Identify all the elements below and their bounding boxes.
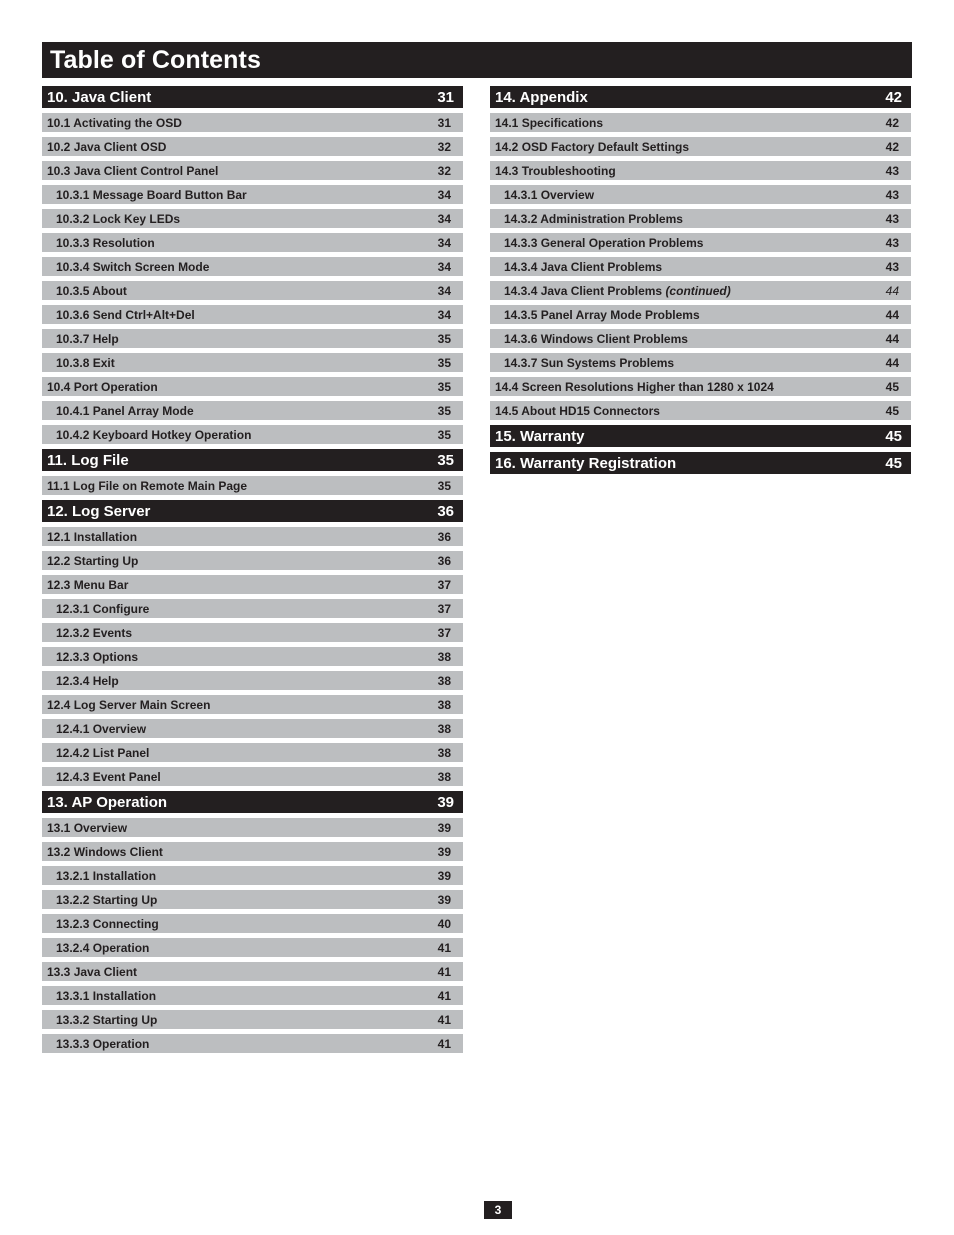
toc-entry-title: 13.3.1 Installation bbox=[56, 988, 157, 1003]
toc-entry-page-number: 39 bbox=[437, 844, 451, 859]
toc-entry-page-number: 35 bbox=[437, 427, 451, 442]
toc-entry-12-3-menu-bar[interactable] bbox=[42, 575, 463, 594]
toc-entry-11-1-log-file-on-remote-main-page[interactable] bbox=[42, 476, 463, 495]
toc-entry-label bbox=[56, 260, 209, 274]
toc-entry-page-number: 41 bbox=[437, 1036, 451, 1051]
toc-entry-title: 12.4.2 List Panel bbox=[56, 745, 150, 760]
toc-entry-title: 10.4.1 Panel Array Mode bbox=[56, 403, 194, 418]
toc-entry-label bbox=[47, 530, 137, 544]
toc-entry-page-number: 39 bbox=[437, 793, 454, 811]
toc-entry-title: 10.3.7 Help bbox=[56, 331, 119, 346]
toc-entry-12-3-4-help[interactable] bbox=[42, 671, 463, 690]
toc-entry-label bbox=[47, 794, 167, 811]
toc-entry-12-4-log-server-main-screen[interactable] bbox=[42, 695, 463, 714]
toc-entry-10-3-4-switch-screen-mode[interactable] bbox=[42, 257, 463, 276]
toc-entry-page-number: 34 bbox=[437, 259, 451, 274]
toc-entry-label bbox=[504, 308, 700, 322]
toc-entry-page-number: 35 bbox=[437, 331, 451, 346]
toc-entry-12-3-1-configure[interactable] bbox=[42, 599, 463, 618]
toc-entry-page-number: 41 bbox=[437, 988, 451, 1003]
toc-entry-page-number: 45 bbox=[885, 403, 899, 418]
toc-entry-label bbox=[56, 236, 155, 250]
toc-entry-label bbox=[56, 893, 157, 907]
page-title: Table of Contents bbox=[42, 42, 912, 78]
toc-entry-label bbox=[56, 332, 119, 346]
toc-entry-10-3-7-help[interactable] bbox=[42, 329, 463, 348]
toc-entry-label bbox=[495, 164, 616, 178]
toc-entry-page-number: 41 bbox=[437, 964, 451, 979]
toc-entry-label bbox=[47, 116, 182, 130]
toc-entry-10-3-6-send-ctrl-alt-del[interactable] bbox=[42, 305, 463, 324]
toc-entry-label bbox=[47, 452, 129, 469]
toc-entry-page-number: 31 bbox=[437, 88, 454, 106]
toc-entry-14-5-about-hd15-connectors[interactable] bbox=[490, 401, 911, 420]
toc-entry-title: 10.3 Java Client Control Panel bbox=[47, 163, 219, 178]
toc-entry-label bbox=[504, 188, 594, 202]
toc-entry-title: 14.3.4 Java Client Problems bbox=[504, 283, 663, 298]
toc-section-16-warranty-registration[interactable] bbox=[490, 452, 911, 474]
toc-entry-10-4-1-panel-array-mode[interactable] bbox=[42, 401, 463, 420]
toc-entry-page-number: 45 bbox=[885, 454, 902, 472]
toc-entry-title: 10.2 Java Client OSD bbox=[47, 139, 167, 154]
toc-entry-label bbox=[495, 140, 689, 154]
toc-section-13-ap-operation[interactable] bbox=[42, 791, 463, 813]
toc-entry-page-number: 44 bbox=[885, 307, 899, 322]
toc-entry-14-2-osd-factory-default-settings[interactable] bbox=[490, 137, 911, 156]
toc-entry-page-number: 34 bbox=[437, 307, 451, 322]
toc-entry-title: 15. Warranty bbox=[495, 427, 585, 445]
toc-entry-page-number: 32 bbox=[437, 139, 451, 154]
toc-entry-14-3-1-overview[interactable] bbox=[490, 185, 911, 204]
toc-entry-label bbox=[56, 650, 138, 664]
toc-section-14-appendix[interactable] bbox=[490, 86, 911, 108]
toc-entry-title: 13.2 Windows Client bbox=[47, 844, 163, 859]
toc-entry-page-number: 38 bbox=[437, 649, 451, 664]
toc-entry-10-4-port-operation[interactable] bbox=[42, 377, 463, 396]
toc-entry-title: 12.4 Log Server Main Screen bbox=[47, 697, 211, 712]
toc-entry-label bbox=[56, 626, 132, 640]
toc-entry-label bbox=[495, 116, 603, 130]
toc-entry-page-number: 40 bbox=[437, 916, 451, 931]
toc-entry-title: 10.3.8 Exit bbox=[56, 355, 115, 370]
toc-entry-page-number: 43 bbox=[885, 259, 899, 274]
toc-entry-page-number: 31 bbox=[437, 115, 451, 130]
toc-entry-label bbox=[56, 284, 127, 298]
toc-entry-label bbox=[47, 380, 158, 394]
toc-entry-12-2-starting-up[interactable] bbox=[42, 551, 463, 570]
toc-entry-page-number: 34 bbox=[437, 187, 451, 202]
toc-entry-label bbox=[47, 140, 166, 154]
toc-entry-14-4-screen-resolutions-higher-than-1280-x-1024[interactable] bbox=[490, 377, 911, 396]
toc-entry-title: 13.3.2 Starting Up bbox=[56, 1012, 158, 1027]
toc-entry-page-number: 34 bbox=[437, 283, 451, 298]
toc-entry-label bbox=[56, 674, 119, 688]
toc-entry-title: 14.2 OSD Factory Default Settings bbox=[495, 139, 690, 154]
toc-entry-label bbox=[504, 332, 688, 346]
toc-entry-title: 12.3.3 Options bbox=[56, 649, 139, 664]
toc-entry-page-number: 32 bbox=[437, 163, 451, 178]
toc-entry-title: 14.3.3 General Operation Problems bbox=[504, 235, 704, 250]
toc-entry-13-2-4-operation[interactable] bbox=[42, 938, 463, 957]
toc-entry-page-number: 41 bbox=[437, 940, 451, 955]
toc-entry-12-1-installation[interactable] bbox=[42, 527, 463, 546]
toc-section-12-log-server[interactable] bbox=[42, 500, 463, 522]
toc-entry-10-3-2-lock-key-leds[interactable] bbox=[42, 209, 463, 228]
toc-entry-12-4-1-overview[interactable] bbox=[42, 719, 463, 738]
toc-entry-label bbox=[47, 89, 151, 106]
toc-entry-label bbox=[47, 554, 138, 568]
toc-entry-title: 14.3.2 Administration Problems bbox=[504, 211, 683, 226]
toc-entry-14-3-2-administration-problems[interactable] bbox=[490, 209, 911, 228]
toc-entry-page-number: 43 bbox=[885, 211, 899, 226]
toc-entry-label bbox=[47, 503, 150, 520]
toc-section-11-log-file[interactable] bbox=[42, 449, 463, 471]
toc-entry-label bbox=[504, 212, 683, 226]
toc-entry-title: 10.4.2 Keyboard Hotkey Operation bbox=[56, 427, 252, 442]
toc-entry-title: 10.3.3 Resolution bbox=[56, 235, 155, 250]
toc-left-column bbox=[42, 86, 463, 1058]
toc-entry-14-3-4-java-client-problems[interactable] bbox=[490, 257, 911, 276]
toc-entry-label bbox=[495, 380, 774, 394]
toc-entry-title: 14.5 About HD15 Connectors bbox=[495, 403, 660, 418]
toc-entry-label bbox=[504, 356, 674, 370]
toc-entry-label bbox=[56, 212, 180, 226]
toc-entry-label bbox=[47, 479, 247, 493]
toc-entry-13-2-1-installation[interactable] bbox=[42, 866, 463, 885]
toc-entry-page-number: 34 bbox=[437, 235, 451, 250]
toc-entry-label bbox=[56, 770, 161, 784]
toc-entry-10-1-activating-the-osd[interactable] bbox=[42, 113, 463, 132]
toc-entry-label bbox=[495, 404, 660, 418]
toc-entry-page-number: 38 bbox=[437, 769, 451, 784]
toc-entry-page-number: 44 bbox=[885, 331, 899, 346]
toc-entry-10-3-java-client-control-panel[interactable] bbox=[42, 161, 463, 180]
toc-entry-title: 12.1 Installation bbox=[47, 529, 138, 544]
toc-section-15-warranty[interactable] bbox=[490, 425, 911, 447]
toc-entry-title: 10.1 Activating the OSD bbox=[47, 115, 182, 130]
toc-entry-title: 12.4.3 Event Panel bbox=[56, 769, 161, 784]
toc-entry-title: 10.3.2 Lock Key LEDs bbox=[56, 211, 181, 226]
toc-entry-page-number: 37 bbox=[437, 625, 451, 640]
toc-entry-10-2-java-client-osd[interactable] bbox=[42, 137, 463, 156]
toc-entry-title: 10.3.5 About bbox=[56, 283, 127, 298]
toc-entry-page-number: 44 bbox=[885, 283, 899, 298]
toc-entry-label bbox=[56, 869, 156, 883]
toc-entry-title: 14.3.5 Panel Array Mode Problems bbox=[504, 307, 700, 322]
toc-entry-title: 14.3.4 Java Client Problems bbox=[504, 259, 663, 274]
toc-entry-page-number: 36 bbox=[437, 529, 451, 544]
toc-entry-title: 12.3.4 Help bbox=[56, 673, 119, 688]
toc-entry-label bbox=[56, 746, 149, 760]
toc-entry-page-number: 36 bbox=[437, 502, 454, 520]
toc-entry-title: 13.3 Java Client bbox=[47, 964, 138, 979]
toc-entry-page-number: 43 bbox=[885, 235, 899, 250]
toc-entry-label bbox=[56, 941, 149, 955]
toc-entry-page-number: 38 bbox=[437, 745, 451, 760]
toc-entry-label bbox=[495, 89, 588, 106]
toc-entry-label bbox=[56, 1037, 149, 1051]
toc-entry-page-number: 37 bbox=[437, 601, 451, 616]
toc-entry-title: 13.2.1 Installation bbox=[56, 868, 157, 883]
toc-entry-title: 16. Warranty Registration bbox=[495, 454, 677, 472]
toc-entry-title: 12. Log Server bbox=[47, 502, 151, 520]
toc-entry-title: 13.2.3 Connecting bbox=[56, 916, 159, 931]
toc-entry-14-3-7-sun-systems-problems[interactable] bbox=[490, 353, 911, 372]
toc-entry-title: 13.2.4 Operation bbox=[56, 940, 150, 955]
toc-entry-title: 10.3.4 Switch Screen Mode bbox=[56, 259, 210, 274]
toc-entry-page-number: 35 bbox=[437, 451, 454, 469]
toc-entry-label bbox=[56, 428, 251, 442]
toc-entry-page-number: 35 bbox=[437, 355, 451, 370]
toc-entry-10-3-5-about[interactable] bbox=[42, 281, 463, 300]
toc-entry-page-number: 36 bbox=[437, 553, 451, 568]
toc-right-column bbox=[490, 86, 911, 479]
toc-entry-label bbox=[56, 989, 156, 1003]
toc-entry-title: 12.2 Starting Up bbox=[47, 553, 139, 568]
toc-entry-label bbox=[495, 428, 584, 445]
toc-entry-14-3-6-windows-client-problems[interactable] bbox=[490, 329, 911, 348]
toc-entry-title: 10.3.1 Message Board Button Bar bbox=[56, 187, 247, 202]
toc-entry-page-number: 38 bbox=[437, 721, 451, 736]
toc-entry-page-number: 38 bbox=[437, 673, 451, 688]
toc-entry-14-3-5-panel-array-mode-problems[interactable] bbox=[490, 305, 911, 324]
toc-entry-13-2-windows-client[interactable] bbox=[42, 842, 463, 861]
toc-entry-continued-note: (continued) bbox=[665, 283, 731, 298]
toc-entry-page-number: 42 bbox=[885, 115, 899, 130]
toc-entry-label bbox=[56, 188, 247, 202]
toc-entry-label bbox=[47, 578, 128, 592]
toc-entry-page-number: 45 bbox=[885, 427, 902, 445]
toc-entry-14-1-specifications[interactable] bbox=[490, 113, 911, 132]
toc-entry-12-3-2-events[interactable] bbox=[42, 623, 463, 642]
toc-entry-12-3-3-options[interactable] bbox=[42, 647, 463, 666]
toc-entry-13-3-2-starting-up[interactable] bbox=[42, 1010, 463, 1029]
page-number-badge: 3 bbox=[484, 1201, 512, 1219]
toc-entry-label bbox=[56, 722, 146, 736]
toc-entry-label bbox=[56, 917, 159, 931]
toc-entry-page-number: 42 bbox=[885, 88, 902, 106]
toc-entry-12-4-3-event-panel[interactable] bbox=[42, 767, 463, 786]
toc-section-10-java-client[interactable] bbox=[42, 86, 463, 108]
toc-entry-page-number: 41 bbox=[437, 1012, 451, 1027]
toc-entry-14-3-4-java-client-problems-continued[interactable] bbox=[490, 281, 911, 300]
toc-entry-label bbox=[504, 260, 662, 274]
toc-entry-title: 12.3.2 Events bbox=[56, 625, 133, 640]
toc-entry-12-4-2-list-panel[interactable] bbox=[42, 743, 463, 762]
toc-entry-title: 12.3.1 Configure bbox=[56, 601, 150, 616]
toc-entry-title: 14.3.7 Sun Systems Problems bbox=[504, 355, 675, 370]
toc-entry-title: 12.4.1 Overview bbox=[56, 721, 147, 736]
toc-entry-label bbox=[47, 965, 137, 979]
toc-entry-10-3-3-resolution[interactable] bbox=[42, 233, 463, 252]
toc-entry-title: 14.3.6 Windows Client Problems bbox=[504, 331, 688, 346]
toc-entry-page-number: 43 bbox=[885, 187, 899, 202]
toc-entry-page-number: 35 bbox=[437, 379, 451, 394]
toc-entry-label bbox=[504, 236, 703, 250]
toc-entry-14-3-troubleshooting[interactable] bbox=[490, 161, 911, 180]
toc-entry-title: 13. AP Operation bbox=[47, 793, 168, 811]
toc-entry-page-number: 45 bbox=[885, 379, 899, 394]
toc-entry-title: 14. Appendix bbox=[495, 88, 588, 106]
toc-entry-page-number: 44 bbox=[885, 355, 899, 370]
toc-entry-page-number: 39 bbox=[437, 820, 451, 835]
toc-entry-10-3-1-message-board-button-bar[interactable] bbox=[42, 185, 463, 204]
toc-entry-page-number: 38 bbox=[437, 697, 451, 712]
toc-entry-label bbox=[495, 455, 676, 472]
toc-entry-label bbox=[47, 698, 210, 712]
toc-entry-title: 14.3.1 Overview bbox=[504, 187, 595, 202]
toc-entry-page-number: 34 bbox=[437, 211, 451, 226]
toc-entry-label bbox=[47, 164, 218, 178]
toc-entry-page-number: 42 bbox=[885, 139, 899, 154]
toc-entry-page-number: 39 bbox=[437, 868, 451, 883]
toc-entry-label bbox=[47, 821, 127, 835]
toc-entry-title: 11.1 Log File on Remote Main Page bbox=[47, 478, 248, 493]
toc-entry-label bbox=[56, 1013, 157, 1027]
toc-entry-title: 13.3.3 Operation bbox=[56, 1036, 150, 1051]
toc-entry-13-2-2-starting-up[interactable] bbox=[42, 890, 463, 909]
toc-entry-title: 11. Log File bbox=[47, 451, 129, 469]
toc-entry-label bbox=[56, 356, 115, 370]
toc-entry-13-2-3-connecting[interactable] bbox=[42, 914, 463, 933]
toc-entry-13-1-overview[interactable] bbox=[42, 818, 463, 837]
toc-entry-title: 13.1 Overview bbox=[47, 820, 128, 835]
toc-entry-title: 14.4 Screen Resolutions Higher than 1280 x 1024 bbox=[495, 379, 774, 394]
toc-entry-label bbox=[56, 602, 149, 616]
toc-entry-10-3-8-exit[interactable] bbox=[42, 353, 463, 372]
toc-entry-label bbox=[47, 845, 163, 859]
toc-entry-page-number: 39 bbox=[437, 892, 451, 907]
toc-entry-title: 14.3 Troubleshooting bbox=[495, 163, 616, 178]
toc-entry-title: 12.3 Menu Bar bbox=[47, 577, 129, 592]
toc-entry-label bbox=[56, 308, 195, 322]
toc-entry-title: 10. Java Client bbox=[47, 88, 152, 106]
toc-entry-13-3-java-client[interactable] bbox=[42, 962, 463, 981]
toc-entry-title: 13.2.2 Starting Up bbox=[56, 892, 158, 907]
toc-entry-10-4-2-keyboard-hotkey-operation[interactable] bbox=[42, 425, 463, 444]
toc-entry-label bbox=[504, 284, 731, 298]
toc-entry-label bbox=[56, 404, 194, 418]
toc-entry-title: 14.1 Specifications bbox=[495, 115, 604, 130]
toc-entry-title: 10.3.6 Send Ctrl+Alt+Del bbox=[56, 307, 195, 322]
toc-entry-page-number: 43 bbox=[885, 163, 899, 178]
toc-entry-14-3-3-general-operation-problems[interactable] bbox=[490, 233, 911, 252]
toc-entry-13-3-1-installation[interactable] bbox=[42, 986, 463, 1005]
toc-entry-page-number: 35 bbox=[437, 403, 451, 418]
toc-entry-page-number: 35 bbox=[437, 478, 451, 493]
toc-entry-page-number: 37 bbox=[437, 577, 451, 592]
toc-entry-13-3-3-operation[interactable] bbox=[42, 1034, 463, 1053]
toc-entry-title: 10.4 Port Operation bbox=[47, 379, 158, 394]
